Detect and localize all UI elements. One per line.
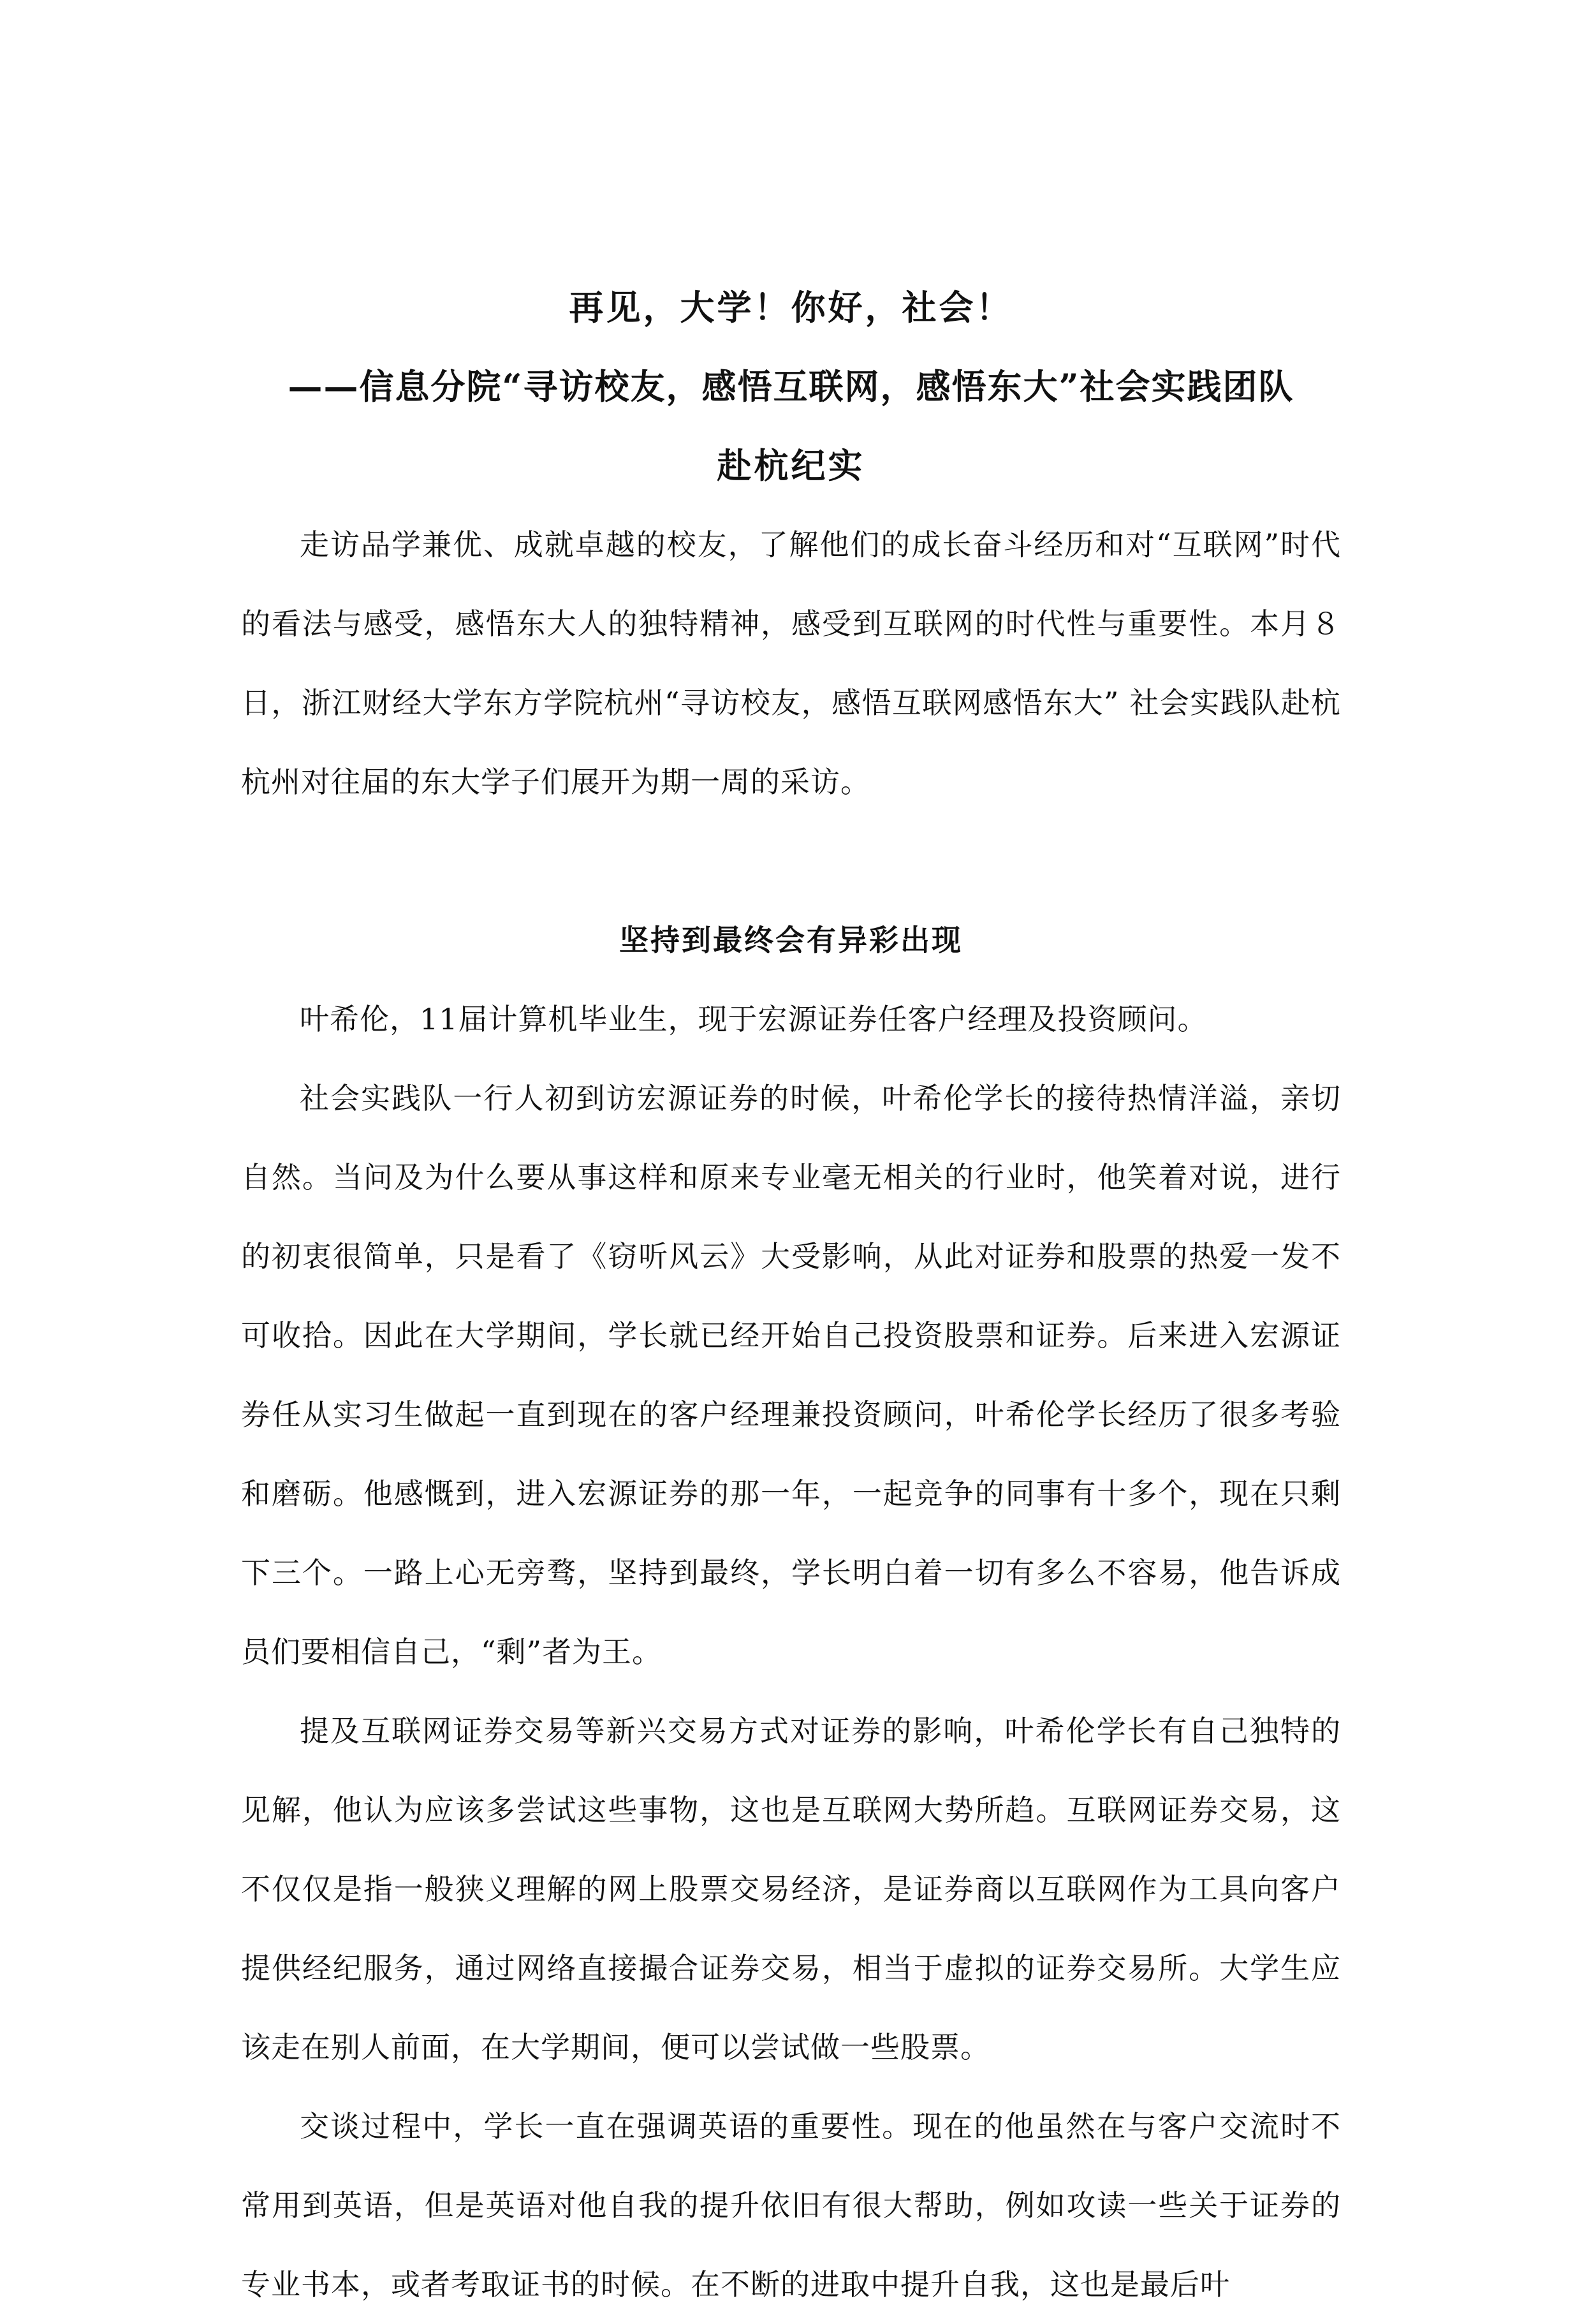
body-paragraph: 交谈过程中，学长一直在强调英语的重要性。现在的他虽然在与客户交流时不常用到英语，但是英语对他自我的提升依旧有很大帮助，例如攻读一些关于证券的专业书本，或者考取证书的时候。在不断的进取中提升自我，这也是最后叶 <box>241 2109 1341 2302</box>
document-subtitle-continued: 赴杭纪实 <box>717 445 865 486</box>
document-title: 再见，大学！你好，社会！ <box>569 287 1013 328</box>
document-subtitle: ——信息分院“寻访校友，感悟互联网，感悟东大”社会实践团队 <box>288 366 1294 407</box>
blank-line <box>241 821 1341 901</box>
body-paragraph: 社会实践队一行人初到访宏源证券的时候，叶希伦学长的接待热情洋溢，亲切自然。当问及为什么要从事这样和原来专业毫无相关的行业时，他笑着对说，进行的初衷很简单，只是看了《窃听风云》大受影响，从此对证券和股票的热爱一发不可收拾。因此在大学期间，学长就已经开始自己投资股票和证券。后来进入宏源证券任从实习生做起一直到现在的客户经理兼投资顾问，叶希伦学长经历了很多考验和磨砺。他感慨到，进入宏源证券的那一年，一起竞争的同事有十多个，现在只剩下三个。一路上心无旁骛，坚持到最终，学长明白着一切有多么不容易，他告诉成员们要相信自己，“剩”者为王。 <box>241 1081 1341 1669</box>
intro-paragraph: 走访品学兼优、成就卓越的校友，了解他们的成长奋斗经历和对“互联网”时代的看法与感受，感悟东大人的独特精神，感受到互联网的时代性与重要性。本月８日，浙江财经大学东方学院杭州“寻访校友，感悟互联网感悟东大” 社会实践队赴杭杭州对往届的东大学子们展开为期一周的采访。 <box>241 527 1341 799</box>
body-paragraph: 提及互联网证券交易等新兴交易方式对证券的影响，叶希伦学长有自己独特的见解，他认为应该多尝试这些事物，这也是互联网大势所趋。互联网证券交易，这不仅仅是指一般狭义理解的网上股票交易经济，是证券商以互联网作为工具向客户提供经纪服务，通过网络直接撮合证券交易，相当于虚拟的证券交易所。大学生应该走在别人前面，在大学期间，便可以尝试做一些股票。 <box>241 1714 1341 2064</box>
body-paragraph: 叶希伦，11届计算机毕业生，现于宏源证券任客户经理及投资顾问。 <box>300 1002 1208 1036</box>
document-body <box>241 268 1341 2324</box>
section-heading: 坚持到最终会有异彩出现 <box>619 923 963 957</box>
